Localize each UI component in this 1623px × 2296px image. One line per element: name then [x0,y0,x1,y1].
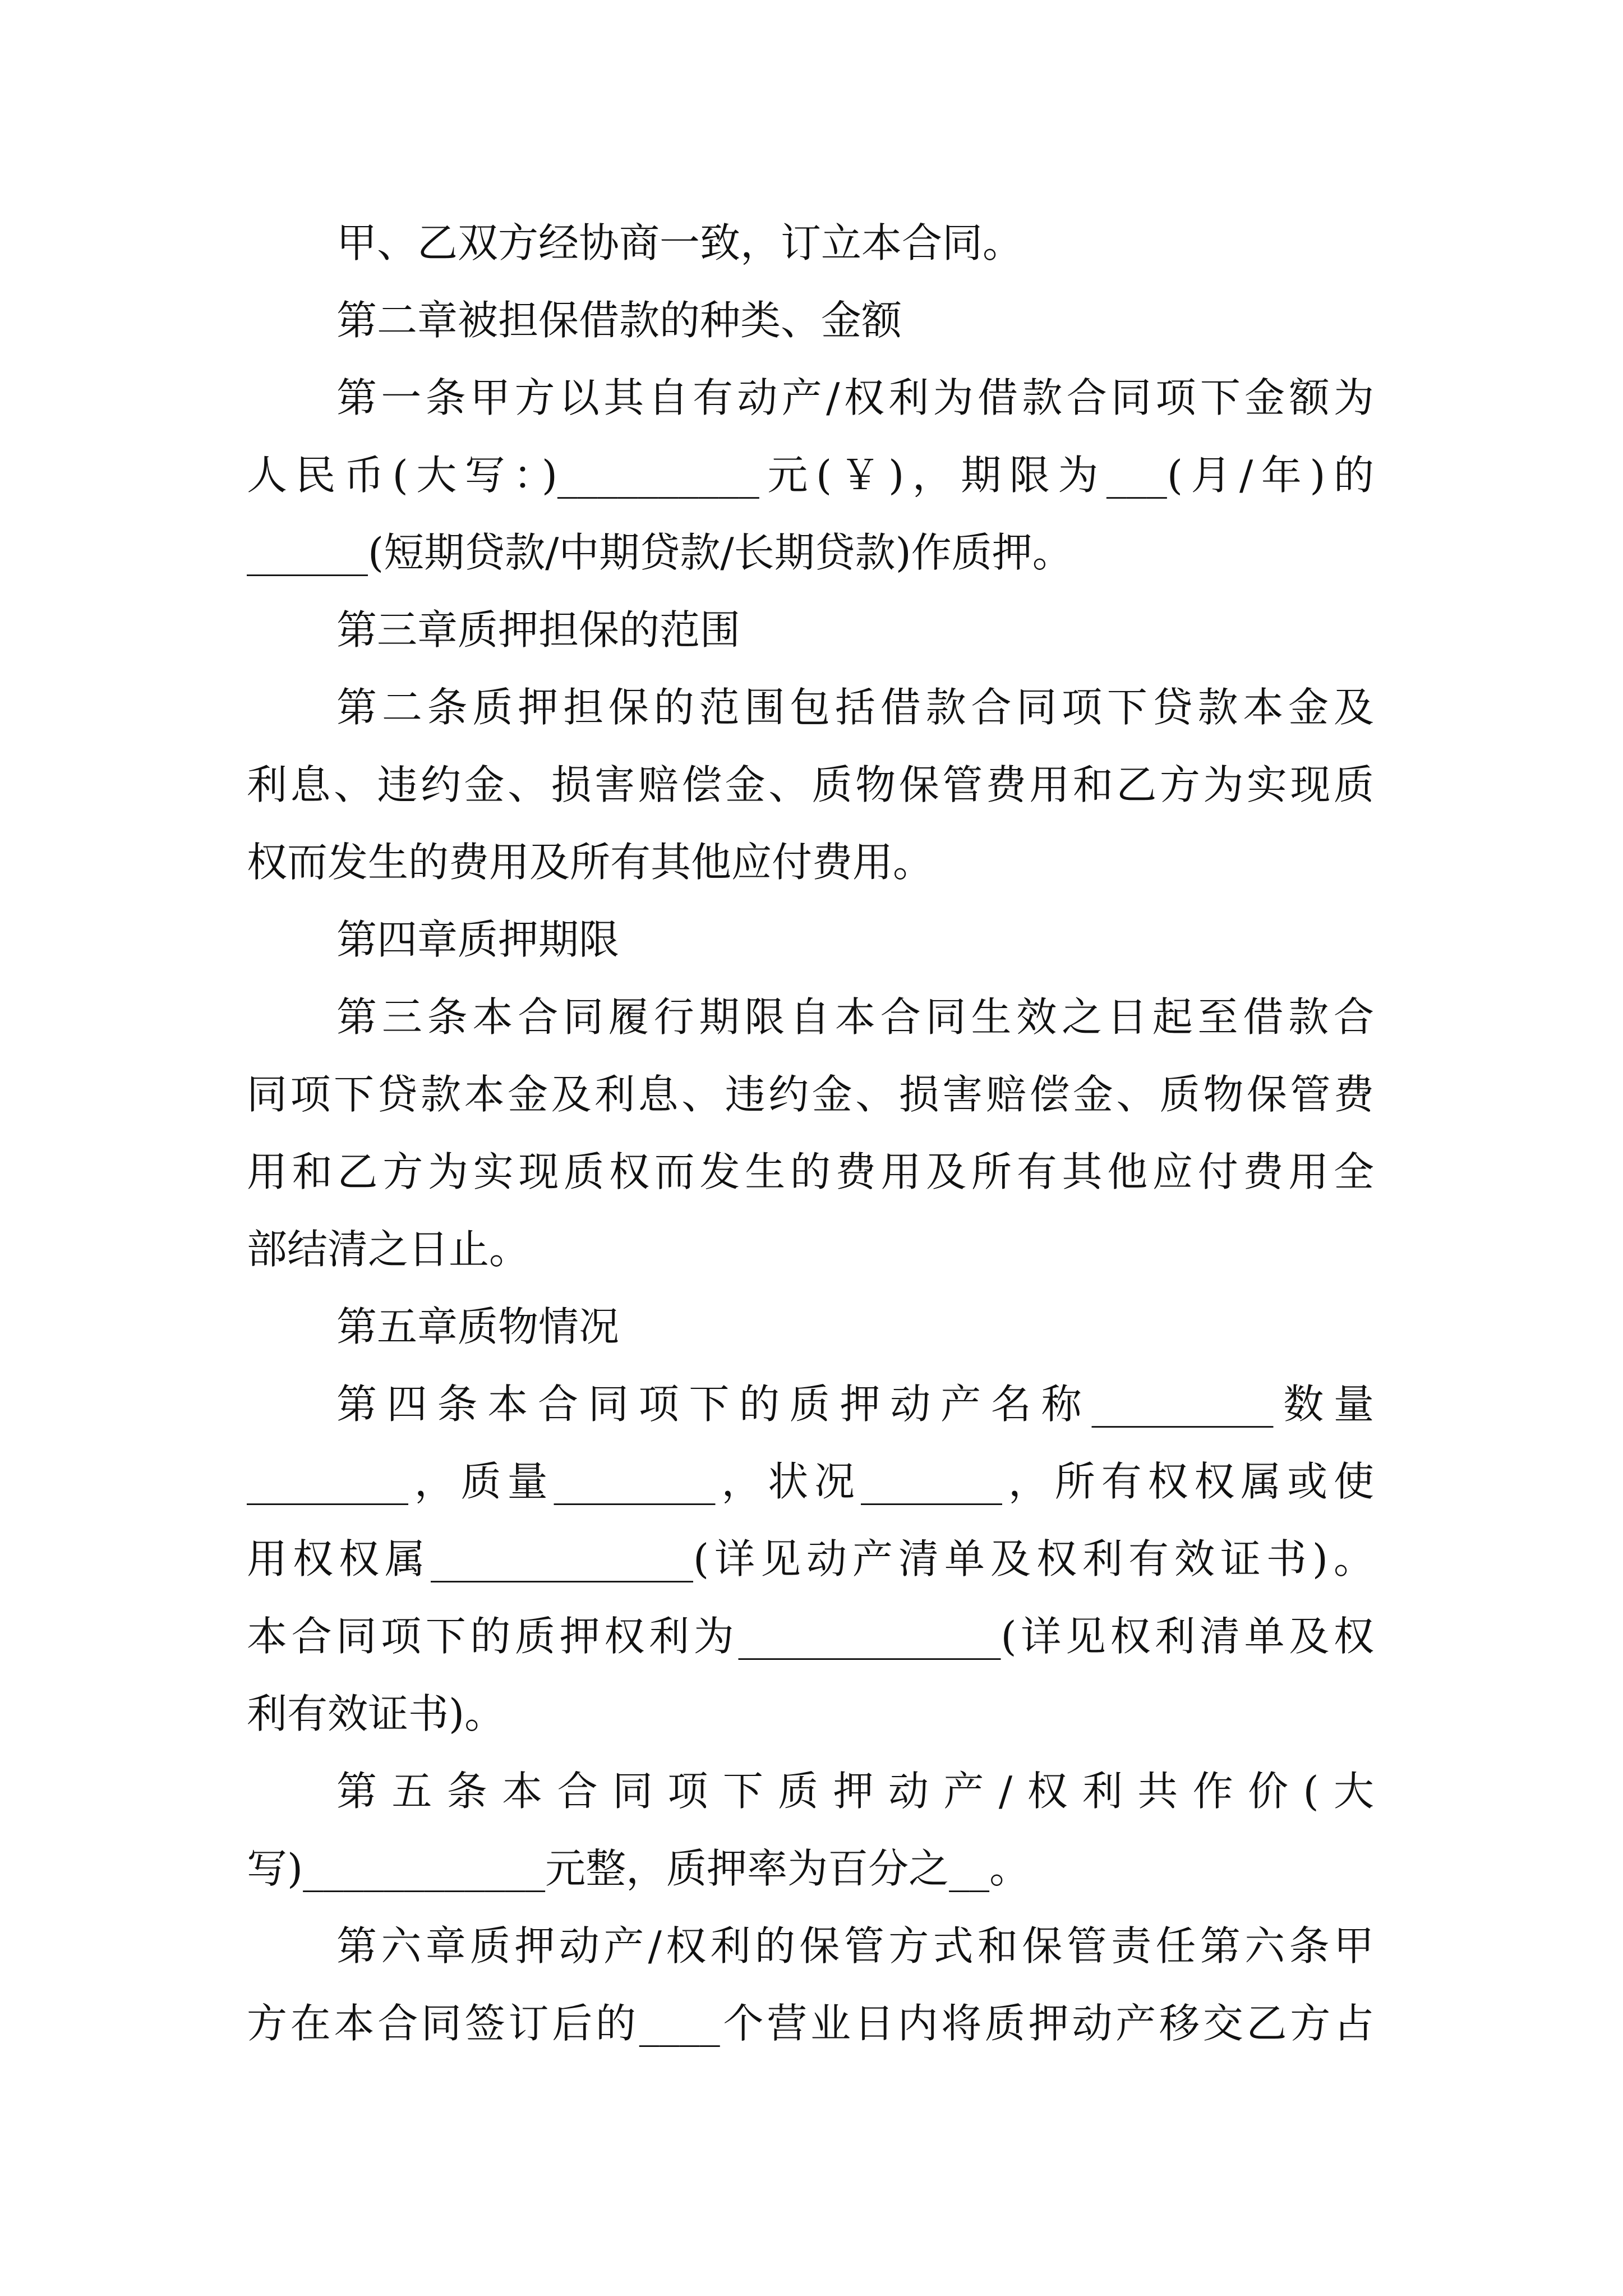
paragraph-line: ________，质量________，状况_______，所有权权属或使 [247,1458,1374,1505]
paragraph-line: 写)____________元整，质押率为百分之__。 [247,1845,1030,1892]
paragraph-line: 第一条甲方以其自有动产/权利为借款合同项下金额为 [336,374,1374,421]
paragraph-line: 第三条本合同履行期限自本合同生效之日起至借款合 [336,993,1374,1041]
paragraph-line: 用权权属_____________(详见动产清单及权利有效证书)。 [247,1535,1374,1582]
chapter-heading: 第四章质押期限 [336,916,620,963]
paragraph-line: 人民币(大写：)__________元(￥)，期限为___(月/年)的 [247,452,1374,499]
chapter-heading: 第六章质押动产/权利的保管方式和保管责任第六条甲 [336,1922,1374,1970]
paragraph-line: 本合同项下的质押权利为_____________(详见权利清单及权 [247,1613,1374,1660]
paragraph-line: 部结清之日止。 [247,1226,530,1273]
paragraph-line: 第五条本合同项下质押动产/权利共作价(大 [336,1768,1374,1815]
paragraph-line: 用和乙方为实现质权而发生的费用及所有其他应付费用全 [247,1148,1374,1195]
paragraph-line: 方在本合同签订后的____个营业日内将质押动产移交乙方占 [247,2000,1374,2047]
paragraph-line: 同项下贷款本金及利息、违约金、损害赔偿金、质物保管费 [247,1071,1374,1118]
paragraph-line: 第四条本合同项下的质押动产名称_________数量 [336,1381,1374,1428]
chapter-heading: 第五章质物情况 [336,1303,620,1350]
paragraph-line: 甲、乙双方经协商一致，订立本合同。 [336,219,1023,266]
paragraph-line: 利息、违约金、损害赔偿金、质物保管费用和乙方为实现质 [247,761,1374,808]
chapter-heading: 第二章被担保借款的种类、金额 [336,297,902,344]
paragraph-line: 第二条质押担保的范围包括借款合同项下贷款本金及 [336,684,1374,731]
paragraph-line: 利有效证书)。 [247,1690,505,1737]
paragraph-line: 权而发生的费用及所有其他应付费用。 [247,839,934,886]
paragraph-line: ______(短期贷款/中期贷款/长期贷款)作质押。 [247,529,1073,576]
chapter-heading: 第三章质押担保的范围 [336,606,741,654]
